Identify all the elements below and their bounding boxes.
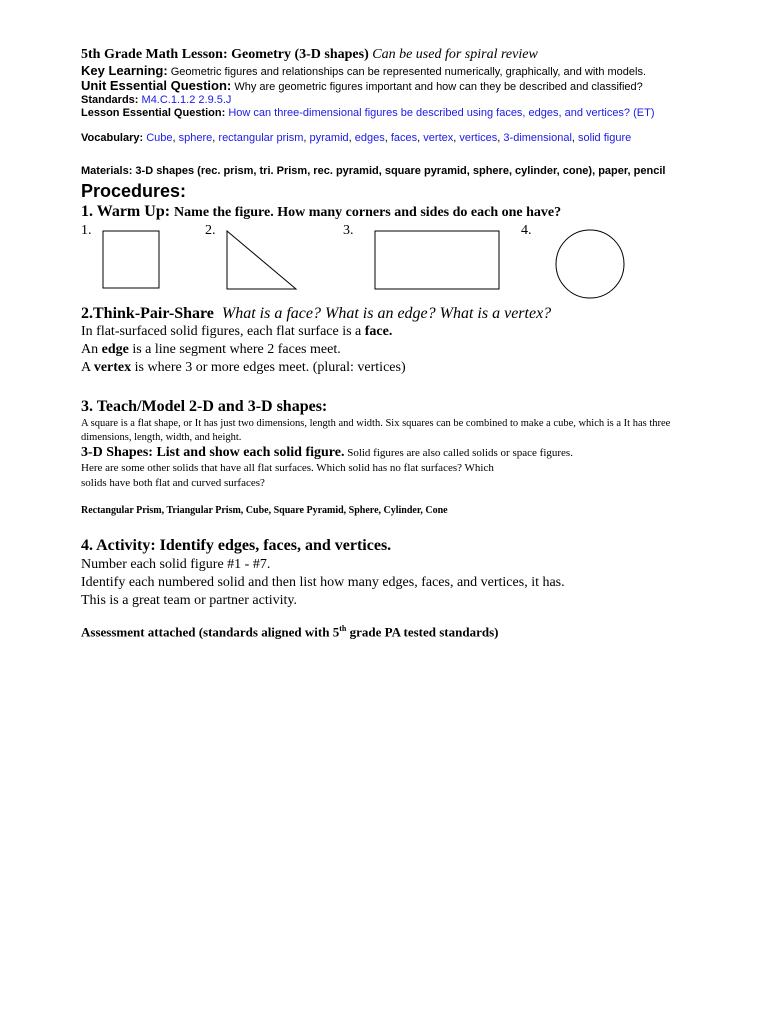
standards-text: M4.C.1.1.2 2.9.5.J <box>141 94 232 106</box>
edge-term: edge <box>101 342 129 357</box>
vocab-term: solid figure <box>578 132 632 144</box>
lesson-document <box>81 46 681 640</box>
tps-questions: What is a face? What is an edge? What is a vertex? <box>221 305 552 322</box>
square-icon <box>102 230 162 290</box>
vertex-def-text: is where 3 or more edges meet. (plural: vertices) <box>131 360 406 375</box>
teach-model <box>81 397 681 516</box>
face-definition <box>81 323 681 341</box>
vertex-term: vertex <box>93 360 132 375</box>
shapes-label-line <box>81 445 681 461</box>
vocab-term: 3-dimensional <box>503 132 572 144</box>
edge-def-text: is a line segment where 2 faces meet. <box>128 342 341 357</box>
warmup-label: 1. Warm Up: <box>81 203 171 220</box>
vocabulary-label: Vocabulary: <box>81 132 144 144</box>
warmup-heading <box>81 202 681 223</box>
lesson-question <box>81 107 681 120</box>
edge-definition <box>81 341 681 359</box>
key-learning-label: Key Learning: <box>81 63 168 78</box>
activity-line-2: Identify each numbered solid and then list how many edges, faces, and vertices, it has. <box>81 575 565 590</box>
tps-label: 2.Think-Pair-Share <box>81 305 214 322</box>
activity-line-3: This is a great team or partner activity. <box>81 593 298 608</box>
shape-number-1: 1. <box>81 223 92 238</box>
key-learning <box>81 64 681 79</box>
rectangle-icon <box>374 230 502 292</box>
title-italic: Can be used for spiral review <box>372 47 538 62</box>
shapes-text-3: solids have both flat and curved surfaces? <box>81 477 265 489</box>
think-pair-share <box>81 305 681 377</box>
key-learning-text: Geometric figures and relationships can be represented numerically, graphically, and with models. <box>170 66 647 78</box>
assessment-note <box>81 624 681 640</box>
vocab-term: sphere <box>178 132 213 144</box>
materials: Materials: 3-D shapes (rec. prism, tri. Prism, rec. pyramid, square pyramid, sphere, cylinder, cone), paper, pencil <box>81 165 666 177</box>
think-pair-share-heading <box>81 305 681 323</box>
lesson-question-label: Lesson Essential Question: <box>81 107 226 119</box>
standards-label: Standards: <box>81 94 139 106</box>
vocab-term: Cube <box>146 132 173 144</box>
activity-line-1: Number each solid figure #1 - #7. <box>81 557 271 572</box>
shapes-text-1: Solid figures are also called solids or space figures. <box>347 447 573 459</box>
assessment-sup: th <box>339 624 347 633</box>
lesson-question-suffix: (ET) <box>633 107 655 119</box>
unit-question-text: Why are geometric figures important and how can they be described and classified? <box>234 81 643 93</box>
activity <box>81 536 681 610</box>
edge-def-pre: An <box>81 342 102 357</box>
vocab-term: edges <box>354 132 385 144</box>
shapes-text-2: Here are some other solids that have all flat surfaces. Which solid has no flat surfaces? Which <box>81 462 494 474</box>
lesson-question-text: How can three-dimensional figures be described using faces, edges, and vertices? <box>228 107 631 119</box>
solid-figures-list: Rectangular Prism, Triangular Prism, Cube, Square Pyramid, Sphere, Cylinder, Cone <box>81 505 448 516</box>
unit-question <box>81 79 681 94</box>
warmup-shapes <box>81 223 681 295</box>
activity-heading: 4. Activity: Identify edges, faces, and vertices. <box>81 537 392 554</box>
vertex-definition <box>81 359 681 377</box>
vocabulary-terms: Cube, sphere, rectangular prism, pyramid, edges, faces, vertex, vertices, 3-dimensional, solid figure <box>146 132 632 144</box>
warmup-prompt: Name the figure. How many corners and sides do each one have? <box>174 205 562 220</box>
vocab-term: rectangular prism <box>218 132 304 144</box>
face-def-text: In flat-surfaced solid figures, each flat surface is a <box>81 324 365 339</box>
triangle-icon <box>226 230 298 292</box>
vocab-term: vertices <box>459 132 498 144</box>
standards <box>81 94 681 107</box>
title-bold: 5th Grade Math Lesson: Geometry (3-D shapes) <box>81 47 369 62</box>
procedures-heading: Procedures: <box>81 181 187 201</box>
shape-number-3: 3. <box>343 223 354 238</box>
vocab-term: pyramid <box>309 132 349 144</box>
shapes-label: 3-D Shapes: List and show each solid figure. <box>81 445 345 460</box>
lesson-title <box>81 46 681 64</box>
shape-number-2: 2. <box>205 223 216 238</box>
face-term: face. <box>364 324 393 339</box>
teach-model-heading: 3. Teach/Model 2-D and 3-D shapes: <box>81 398 328 415</box>
assessment-post: grade PA tested standards) <box>346 624 499 640</box>
teach-model-paragraph: A square is a flat shape, or It has just two dimensions, length and width. Six squares can be combined to make a cube, which is a It has three dimensions, length, width, and height. <box>81 418 671 443</box>
vocab-term: faces <box>390 132 418 144</box>
vertex-def-pre: A <box>81 360 94 375</box>
assessment-pre: Assessment attached (standards aligned with 5 <box>81 624 340 640</box>
vocab-term: vertex <box>423 132 454 144</box>
unit-question-label: Unit Essential Question: <box>81 78 232 93</box>
vocabulary <box>81 132 681 145</box>
circle-icon <box>554 229 626 301</box>
shape-number-4: 4. <box>521 223 532 238</box>
